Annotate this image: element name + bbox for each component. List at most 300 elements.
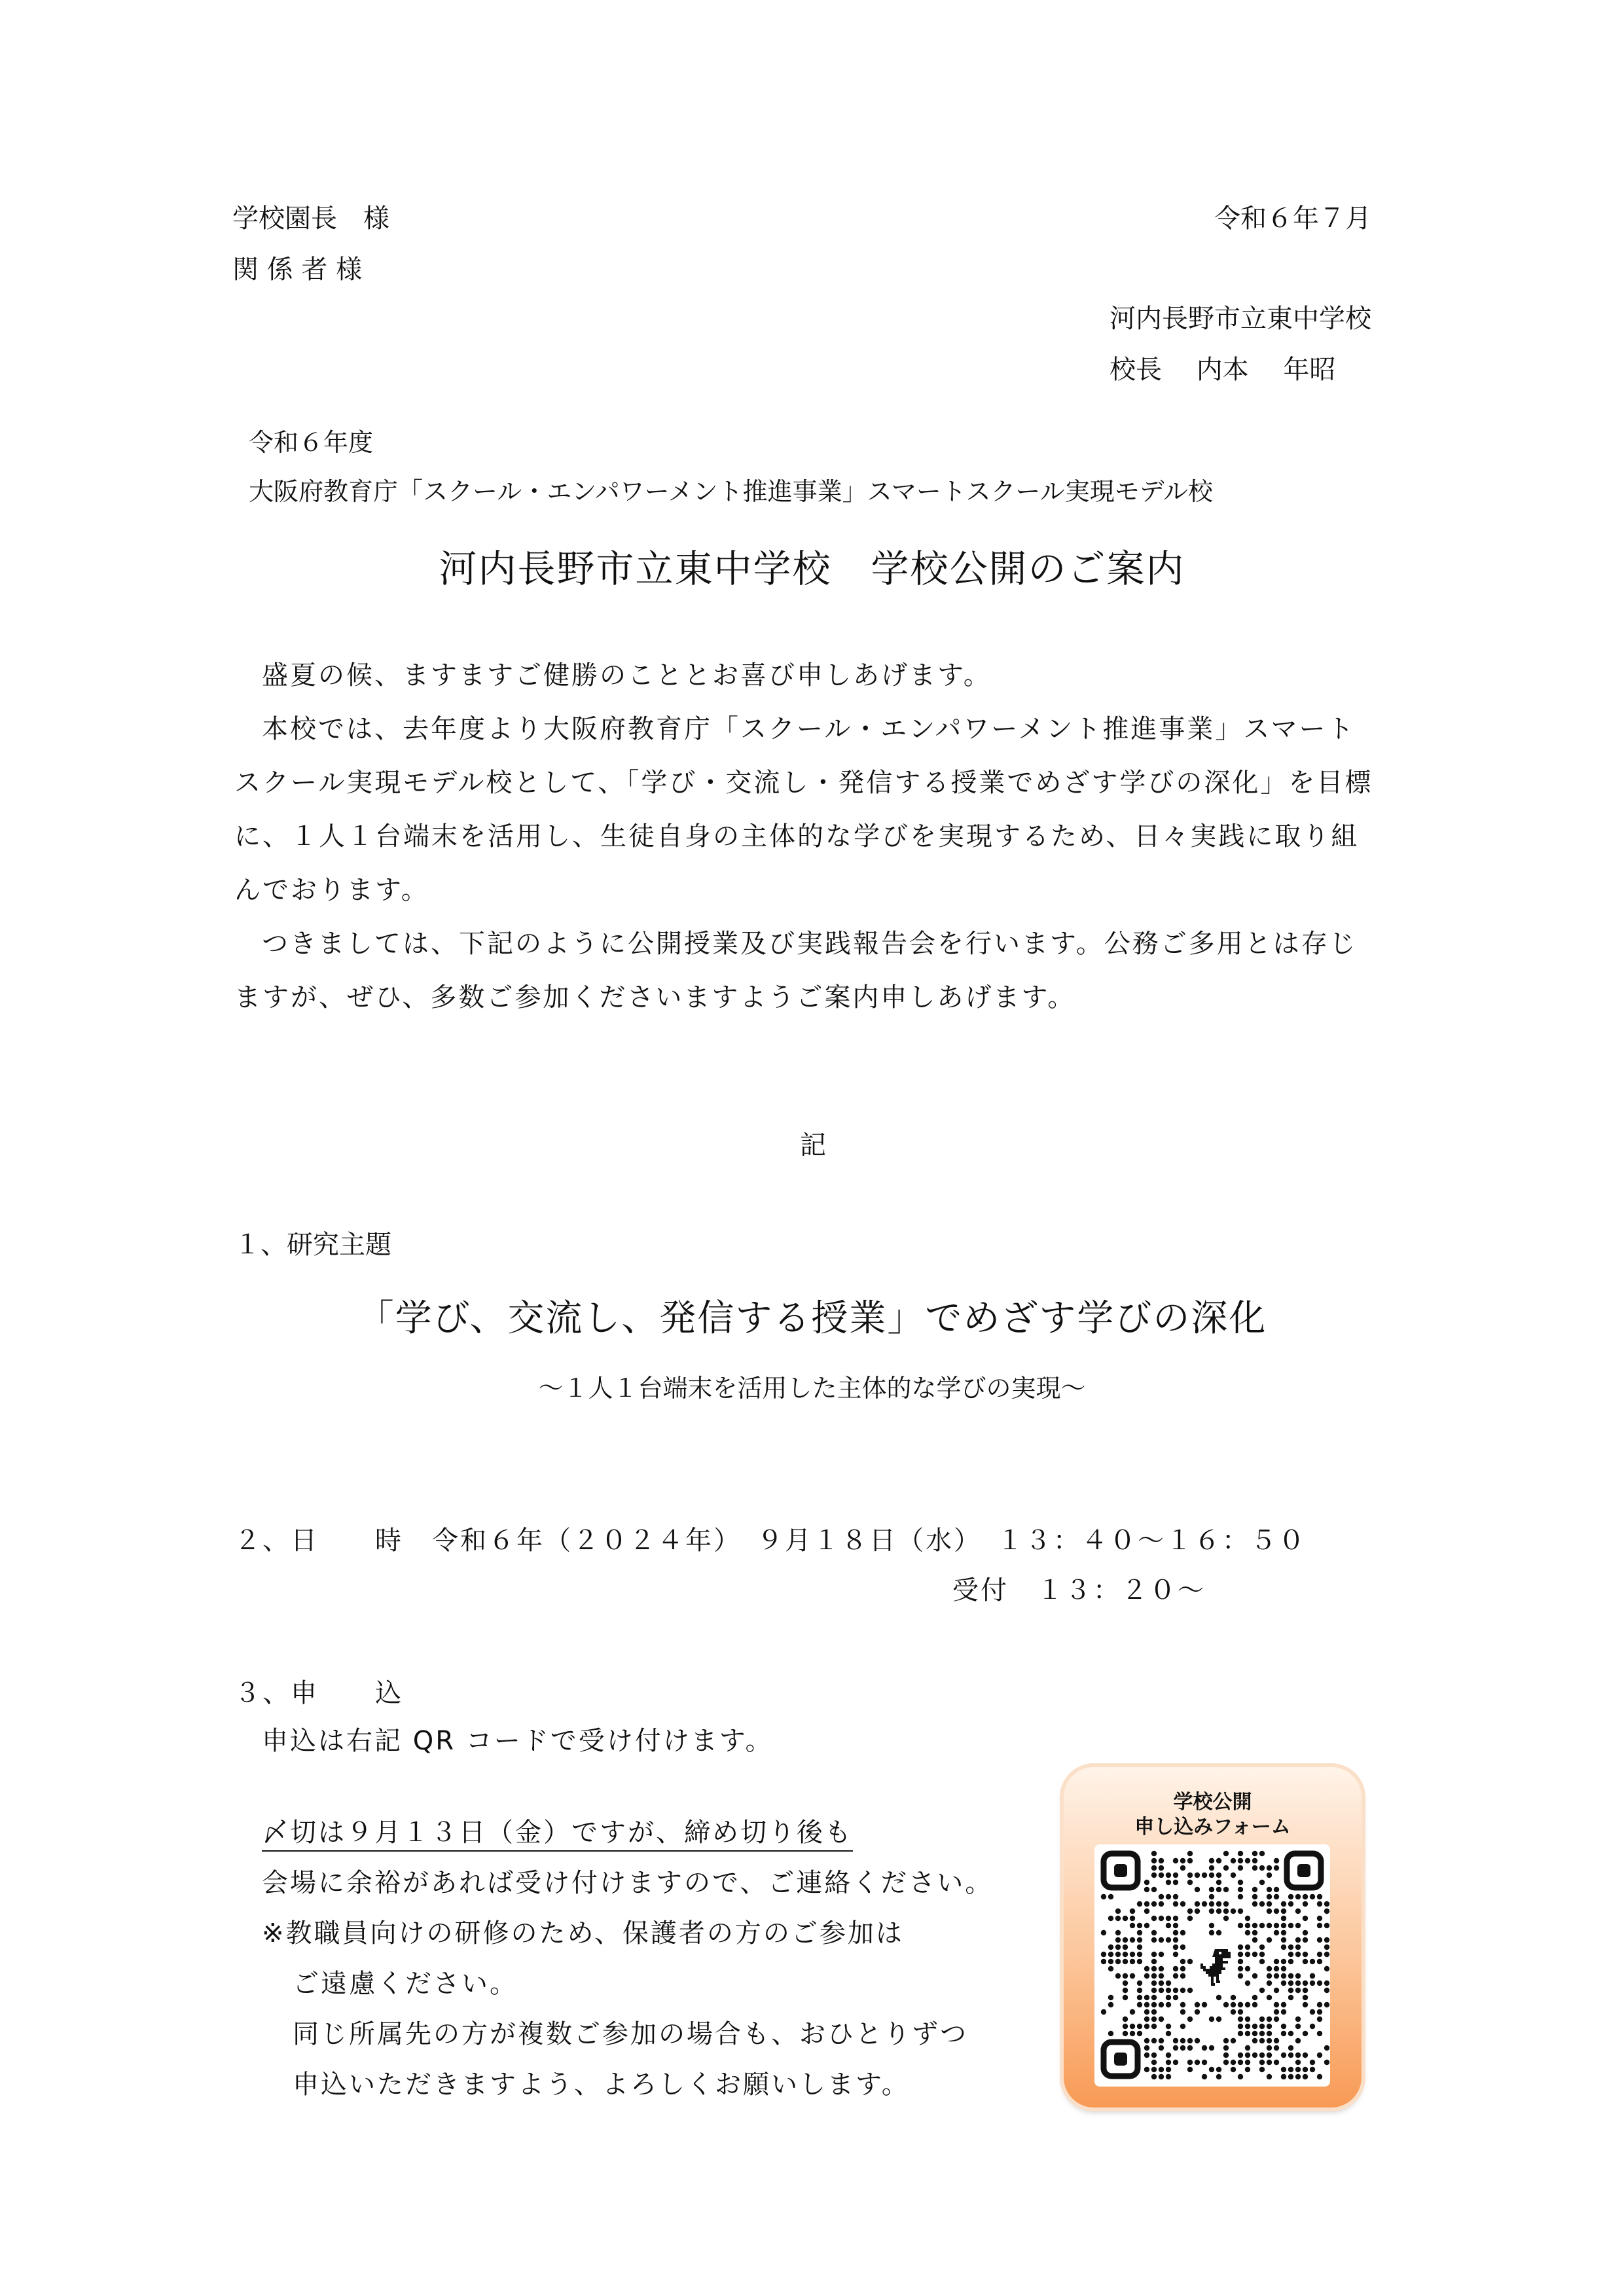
qr-module xyxy=(1144,1995,1149,2000)
qr-module xyxy=(1166,2074,1171,2079)
qr-module xyxy=(1159,2067,1164,2072)
qr-module xyxy=(1108,1959,1113,1964)
qr-module xyxy=(1281,1909,1286,1914)
qr-module xyxy=(1281,1966,1286,1971)
qr-module xyxy=(1159,1966,1164,1971)
qr-module xyxy=(1288,2045,1293,2051)
qr-module xyxy=(1303,1959,1308,1964)
qr-module xyxy=(1324,1945,1329,1950)
body-line-5: んでおります。 xyxy=(234,875,429,905)
qr-module xyxy=(1310,1959,1315,1964)
sender-school: 河内長野市立東中学校 xyxy=(1110,304,1371,334)
qr-module xyxy=(1123,1952,1128,1957)
qr-finder-top-left xyxy=(1104,1854,1138,1888)
qr-module xyxy=(1166,1873,1171,1878)
qr-module xyxy=(1274,1858,1279,1863)
qr-module xyxy=(1108,1945,1113,1950)
qr-module xyxy=(1267,2017,1272,2022)
qr-module xyxy=(1159,1952,1164,1957)
qr-module xyxy=(1281,2031,1286,2036)
qr-module xyxy=(1317,1901,1322,1907)
qr-module xyxy=(1173,1966,1178,1971)
qr-module xyxy=(1252,1930,1257,1935)
qr-module xyxy=(1144,2038,1149,2043)
qr-module xyxy=(1295,1952,1301,1957)
qr-module xyxy=(1324,1981,1329,1986)
qr-module xyxy=(1317,2009,1322,2015)
qr-module xyxy=(1173,1952,1178,1957)
qr-module xyxy=(1151,1981,1157,1986)
qr-module xyxy=(1151,1887,1157,1892)
qr-module xyxy=(1101,1959,1106,1964)
qr-module xyxy=(1223,1909,1229,1914)
qr-module xyxy=(1295,1937,1301,1943)
qr-module xyxy=(1115,1937,1121,1943)
qr-module xyxy=(1173,2045,1178,2051)
qr-module xyxy=(1209,2017,1214,2022)
qr-module xyxy=(1252,1894,1257,1899)
qr-module xyxy=(1317,2053,1322,2058)
qr-module xyxy=(1173,1916,1178,1921)
qr-module xyxy=(1151,2074,1157,2079)
qr-module xyxy=(1151,1937,1157,1943)
qr-module xyxy=(1130,1973,1135,1979)
qr-module xyxy=(1281,1959,1286,1964)
qr-module xyxy=(1267,1973,1272,1979)
application-line-5: ご遠慮ください。 xyxy=(293,1969,518,1999)
qr-module xyxy=(1288,1959,1293,1964)
qr-module xyxy=(1281,1901,1286,1907)
qr-module xyxy=(1267,1887,1272,1892)
qr-module xyxy=(1295,1894,1301,1899)
qr-module xyxy=(1252,1937,1257,1943)
qr-module xyxy=(1173,2060,1178,2065)
qr-module xyxy=(1151,1995,1157,2000)
qr-module xyxy=(1159,1858,1164,1863)
qr-module xyxy=(1252,1973,1257,1979)
qr-module xyxy=(1108,1995,1113,2000)
qr-module xyxy=(1303,2031,1308,2036)
qr-module xyxy=(1159,1901,1164,1907)
qr-module xyxy=(1223,1865,1229,1871)
qr-module xyxy=(1123,1995,1128,2000)
qr-module xyxy=(1238,1945,1243,1950)
qr-module xyxy=(1303,2053,1308,2058)
qr-module xyxy=(1288,2074,1293,2079)
application-line-6: 同じ所属先の方が複数ご参加の場合も、おひとりずつ xyxy=(293,2019,968,2049)
qr-module xyxy=(1303,1916,1308,1921)
program-name: 大阪府教育庁「スクール・エンパワーメント推進事業」スマートスクール実現モデル校 xyxy=(249,477,1213,506)
page-title: 河内長野市立東中学校 学校公開のご案内 xyxy=(439,547,1185,591)
qr-module xyxy=(1252,1858,1257,1863)
qr-module xyxy=(1317,1952,1322,1957)
qr-module xyxy=(1259,1880,1265,1885)
qr-module xyxy=(1238,1973,1243,1979)
qr-module xyxy=(1166,1880,1171,1885)
qr-module xyxy=(1137,1937,1142,1943)
qr-module xyxy=(1245,2045,1250,2051)
application-deadline: 〆切は９月１３日（金）ですが、締め切り後も xyxy=(262,1812,853,1852)
fiscal-year: 令和６年度 xyxy=(249,428,374,457)
qr-module xyxy=(1115,1973,1121,1979)
qr-module xyxy=(1195,2038,1200,2043)
qr-module xyxy=(1166,2060,1171,2065)
qr-module xyxy=(1245,1981,1250,1986)
qr-module xyxy=(1173,1858,1178,1863)
qr-module xyxy=(1216,1873,1221,1878)
qr-module xyxy=(1310,2060,1315,2065)
qr-module xyxy=(1310,1894,1315,1899)
qr-module xyxy=(1295,2060,1301,2065)
qr-module xyxy=(1281,1916,1286,1921)
qr-code[interactable] xyxy=(1094,1844,1330,2087)
qr-module xyxy=(1231,1873,1236,1878)
qr-module xyxy=(1274,2060,1279,2065)
qr-module xyxy=(1108,1916,1113,1921)
qr-module xyxy=(1209,2045,1214,2051)
qr-module xyxy=(1238,1952,1243,1957)
qr-module xyxy=(1281,2067,1286,2072)
qr-module xyxy=(1137,1901,1142,1907)
qr-module xyxy=(1123,1959,1128,1964)
qr-module xyxy=(1303,2002,1308,2007)
qr-module xyxy=(1115,1930,1121,1935)
qr-module xyxy=(1324,1966,1329,1971)
qr-module xyxy=(1123,2017,1128,2022)
qr-module xyxy=(1195,2060,1200,2065)
qr-module xyxy=(1238,1887,1243,1892)
qr-module xyxy=(1274,1923,1279,1928)
qr-module xyxy=(1223,1851,1229,1856)
qr-module xyxy=(1137,1923,1142,1928)
qr-module xyxy=(1231,1909,1236,1914)
qr-module xyxy=(1267,1865,1272,1871)
qr-module xyxy=(1137,2024,1142,2029)
qr-module xyxy=(1259,2053,1265,2058)
dinosaur-icon xyxy=(1193,1944,1233,1987)
qr-module xyxy=(1166,2002,1171,2007)
body-line-6: つきましては、下記のように公開授業及び実践報告会を行います。公務ご多用とは存じ xyxy=(262,929,1358,959)
qr-module xyxy=(1288,1901,1293,1907)
qr-module xyxy=(1238,1894,1243,1899)
qr-module xyxy=(1238,1966,1243,1971)
qr-module xyxy=(1166,1995,1171,2000)
qr-module xyxy=(1144,1901,1149,1907)
qr-module xyxy=(1195,2002,1200,2007)
qr-module xyxy=(1245,2024,1250,2029)
qr-module xyxy=(1144,2009,1149,2015)
qr-module xyxy=(1238,1880,1243,1885)
qr-code-image[interactable] xyxy=(1094,1844,1330,2087)
qr-module xyxy=(1245,2067,1250,2072)
qr-module xyxy=(1252,1887,1257,1892)
qr-module xyxy=(1216,2067,1221,2072)
qr-module xyxy=(1223,2060,1229,2065)
qr-module xyxy=(1159,1988,1164,1993)
qr-module xyxy=(1166,1923,1171,1928)
qr-module xyxy=(1295,1988,1301,1993)
qr-module xyxy=(1209,1930,1214,1935)
qr-module xyxy=(1151,2024,1157,2029)
qr-module xyxy=(1267,2038,1272,2043)
body-line-2: 本校では、去年度より大阪府教育庁「スクール・エンパワーメント推進事業」スマート xyxy=(262,714,1356,744)
qr-module xyxy=(1267,2024,1272,2029)
qr-module xyxy=(1267,1995,1272,2000)
qr-module xyxy=(1295,1945,1301,1950)
qr-module xyxy=(1216,1858,1221,1863)
qr-module xyxy=(1324,2045,1329,2051)
qr-module xyxy=(1216,1887,1221,1892)
qr-module xyxy=(1245,1916,1250,1921)
qr-module xyxy=(1317,1894,1322,1899)
qr-module xyxy=(1137,2002,1142,2007)
qr-module xyxy=(1252,2038,1257,2043)
qr-module xyxy=(1195,2009,1200,2015)
qr-module xyxy=(1310,2009,1315,2015)
qr-module xyxy=(1252,1851,1257,1856)
qr-module xyxy=(1231,1858,1236,1863)
qr-finder-bottom-left xyxy=(1104,2042,1138,2076)
qr-module xyxy=(1173,1973,1178,1979)
qr-module xyxy=(1238,1851,1243,1856)
qr-module xyxy=(1231,2038,1236,2043)
qr-module xyxy=(1238,1923,1243,1928)
qr-module xyxy=(1295,1909,1301,1914)
qr-module xyxy=(1166,2067,1171,2072)
body-line-3: スクール実現モデル校として、「学び・交流し・発信する授業でめざす学びの深化」を目標 xyxy=(234,768,1373,798)
qr-module xyxy=(1209,1909,1214,1914)
qr-module xyxy=(1187,1858,1193,1863)
qr-application-card[interactable] xyxy=(1064,1767,1362,2108)
qr-module xyxy=(1151,1851,1157,1856)
qr-module xyxy=(1295,2067,1301,2072)
qr-module xyxy=(1288,1923,1293,1928)
qr-module xyxy=(1238,1909,1243,1914)
qr-module xyxy=(1245,2017,1250,2022)
qr-module xyxy=(1144,2067,1149,2072)
qr-module xyxy=(1324,1901,1329,1907)
qr-module xyxy=(1130,1923,1135,1928)
qr-module xyxy=(1123,2024,1128,2029)
qr-module xyxy=(1151,1916,1157,1921)
qr-module xyxy=(1274,1887,1279,1892)
qr-module xyxy=(1295,2053,1301,2058)
section3-heading: ３、申 込 xyxy=(234,1678,403,1708)
qr-module xyxy=(1151,1858,1157,1863)
qr-module xyxy=(1317,2031,1322,2036)
qr-module xyxy=(1137,2031,1142,2036)
qr-module xyxy=(1130,1959,1135,1964)
qr-module xyxy=(1159,1981,1164,1986)
qr-module xyxy=(1281,1945,1286,1950)
qr-module xyxy=(1274,2009,1279,2015)
qr-module xyxy=(1187,1880,1193,1885)
qr-module xyxy=(1252,2053,1257,2058)
qr-module xyxy=(1144,1887,1149,1892)
qr-module xyxy=(1324,2002,1329,2007)
qr-module xyxy=(1123,1973,1128,1979)
qr-module xyxy=(1209,1873,1214,1878)
qr-module xyxy=(1144,2002,1149,2007)
qr-module xyxy=(1130,2009,1135,2015)
qr-module xyxy=(1317,2017,1322,2022)
qr-module xyxy=(1108,2002,1113,2007)
qr-module xyxy=(1180,2009,1185,2015)
qr-module xyxy=(1187,1873,1193,1878)
qr-module xyxy=(1259,2017,1265,2022)
qr-module xyxy=(1216,1880,1221,1885)
qr-module xyxy=(1267,2060,1272,2065)
qr-module xyxy=(1180,1858,1185,1863)
qr-module xyxy=(1252,2031,1257,2036)
qr-module xyxy=(1259,2038,1265,2043)
qr-module xyxy=(1259,2024,1265,2029)
qr-module xyxy=(1151,2017,1157,2022)
qr-module xyxy=(1151,1973,1157,1979)
qr-module xyxy=(1274,2045,1279,2051)
qr-module xyxy=(1267,2031,1272,2036)
qr-module xyxy=(1173,1988,1178,1993)
qr-module xyxy=(1281,2053,1286,2058)
qr-module xyxy=(1144,2017,1149,2022)
qr-module xyxy=(1173,1873,1178,1878)
section1-heading: １、研究主題 xyxy=(234,1230,391,1260)
qr-module xyxy=(1281,2024,1286,2029)
qr-finder-top-right xyxy=(1287,1854,1321,1888)
qr-module xyxy=(1288,1995,1293,2000)
qr-module xyxy=(1151,1930,1157,1935)
qr-module xyxy=(1223,2053,1229,2058)
qr-module xyxy=(1310,1981,1315,1986)
qr-module xyxy=(1187,2038,1193,2043)
qr-module xyxy=(1267,1937,1272,1943)
qr-module xyxy=(1202,2074,1207,2079)
qr-module xyxy=(1274,1894,1279,1899)
recipient-line-1: 学校園長 様 xyxy=(232,204,389,234)
qr-module xyxy=(1223,1901,1229,1907)
qr-module xyxy=(1101,1952,1106,1957)
qr-module xyxy=(1209,1923,1214,1928)
application-line-7: 申込いただきますよう、よろしくお願いします。 xyxy=(293,2070,910,2100)
qr-module xyxy=(1288,1894,1293,1899)
qr-module xyxy=(1173,1937,1178,1943)
qr-module xyxy=(1144,1973,1149,1979)
qr-module xyxy=(1195,1873,1200,1878)
qr-module xyxy=(1259,1923,1265,1928)
qr-module xyxy=(1108,2031,1113,2036)
qr-module xyxy=(1223,2038,1229,2043)
qr-module xyxy=(1252,1995,1257,2000)
qr-module xyxy=(1223,2045,1229,2051)
qr-module xyxy=(1159,1937,1164,1943)
qr-module xyxy=(1238,2031,1243,2036)
qr-module xyxy=(1180,2002,1185,2007)
sender-principal: 校長 内本 年昭 xyxy=(1110,355,1336,385)
qr-module xyxy=(1303,1937,1308,1943)
qr-module xyxy=(1303,1988,1308,1993)
qr-module xyxy=(1274,1909,1279,1914)
qr-module xyxy=(1281,1973,1286,1979)
qr-module xyxy=(1216,2074,1221,2079)
qr-module xyxy=(1267,2053,1272,2058)
qr-module xyxy=(1259,1952,1265,1957)
qr-module xyxy=(1216,2017,1221,2022)
qr-module xyxy=(1195,1909,1200,1914)
qr-module xyxy=(1130,1952,1135,1957)
qr-module xyxy=(1130,1916,1135,1921)
qr-module xyxy=(1144,2045,1149,2051)
qr-module xyxy=(1259,1988,1265,1993)
qr-module xyxy=(1180,1945,1185,1950)
qr-module xyxy=(1151,2002,1157,2007)
qr-module xyxy=(1267,1981,1272,1986)
qr-module xyxy=(1281,1930,1286,1935)
qr-module xyxy=(1238,1959,1243,1964)
qr-module xyxy=(1324,1923,1329,1928)
qr-module xyxy=(1295,2074,1301,2079)
qr-module xyxy=(1151,1988,1157,1993)
qr-module xyxy=(1231,2067,1236,2072)
qr-module xyxy=(1303,1981,1308,1986)
qr-module xyxy=(1180,2038,1185,2043)
qr-module xyxy=(1324,2060,1329,2065)
qr-module xyxy=(1231,2060,1236,2065)
qr-module xyxy=(1252,1901,1257,1907)
qr-module xyxy=(1151,2038,1157,2043)
qr-module xyxy=(1295,1973,1301,1979)
qr-module xyxy=(1187,1916,1193,1921)
qr-module xyxy=(1115,1952,1121,1957)
qr-module xyxy=(1231,2002,1236,2007)
qr-module xyxy=(1274,1973,1279,1979)
qr-module xyxy=(1151,1901,1157,1907)
qr-card-title-2: 申し込みフォーム xyxy=(1134,1816,1291,1838)
qr-module xyxy=(1274,2017,1279,2022)
qr-module xyxy=(1252,1865,1257,1871)
application-line-1: 申込は右記 QR コードで受け付けます。 xyxy=(262,1726,774,1756)
qr-module xyxy=(1180,1959,1185,1964)
qr-module xyxy=(1267,1966,1272,1971)
research-theme: 「学び、交流し、発信する授業」でめざす学びの深化 xyxy=(357,1297,1267,1340)
qr-module xyxy=(1310,2067,1315,2072)
qr-module xyxy=(1324,1909,1329,1914)
qr-module xyxy=(1108,1966,1113,1971)
qr-module xyxy=(1267,2074,1272,2079)
qr-module xyxy=(1274,1988,1279,1993)
qr-module xyxy=(1303,1901,1308,1907)
qr-module xyxy=(1209,2067,1214,2072)
qr-module xyxy=(1245,1966,1250,1971)
qr-module xyxy=(1144,2024,1149,2029)
qr-module xyxy=(1295,1923,1301,1928)
qr-module xyxy=(1130,2031,1135,2036)
qr-module xyxy=(1238,2053,1243,2058)
qr-module xyxy=(1144,1880,1149,1885)
qr-module xyxy=(1303,2074,1308,2079)
qr-module xyxy=(1159,1894,1164,1899)
qr-module xyxy=(1267,1909,1272,1914)
ki-marker: 記 xyxy=(800,1130,826,1160)
qr-module xyxy=(1151,2053,1157,2058)
qr-module xyxy=(1295,2017,1301,2022)
qr-module xyxy=(1151,1959,1157,1964)
qr-module xyxy=(1173,1945,1178,1950)
section2-heading: ２、日 時 xyxy=(234,1526,403,1556)
qr-module xyxy=(1123,1945,1128,1950)
qr-module xyxy=(1295,1981,1301,1986)
qr-module xyxy=(1238,1865,1243,1871)
qr-module xyxy=(1238,2024,1243,2029)
